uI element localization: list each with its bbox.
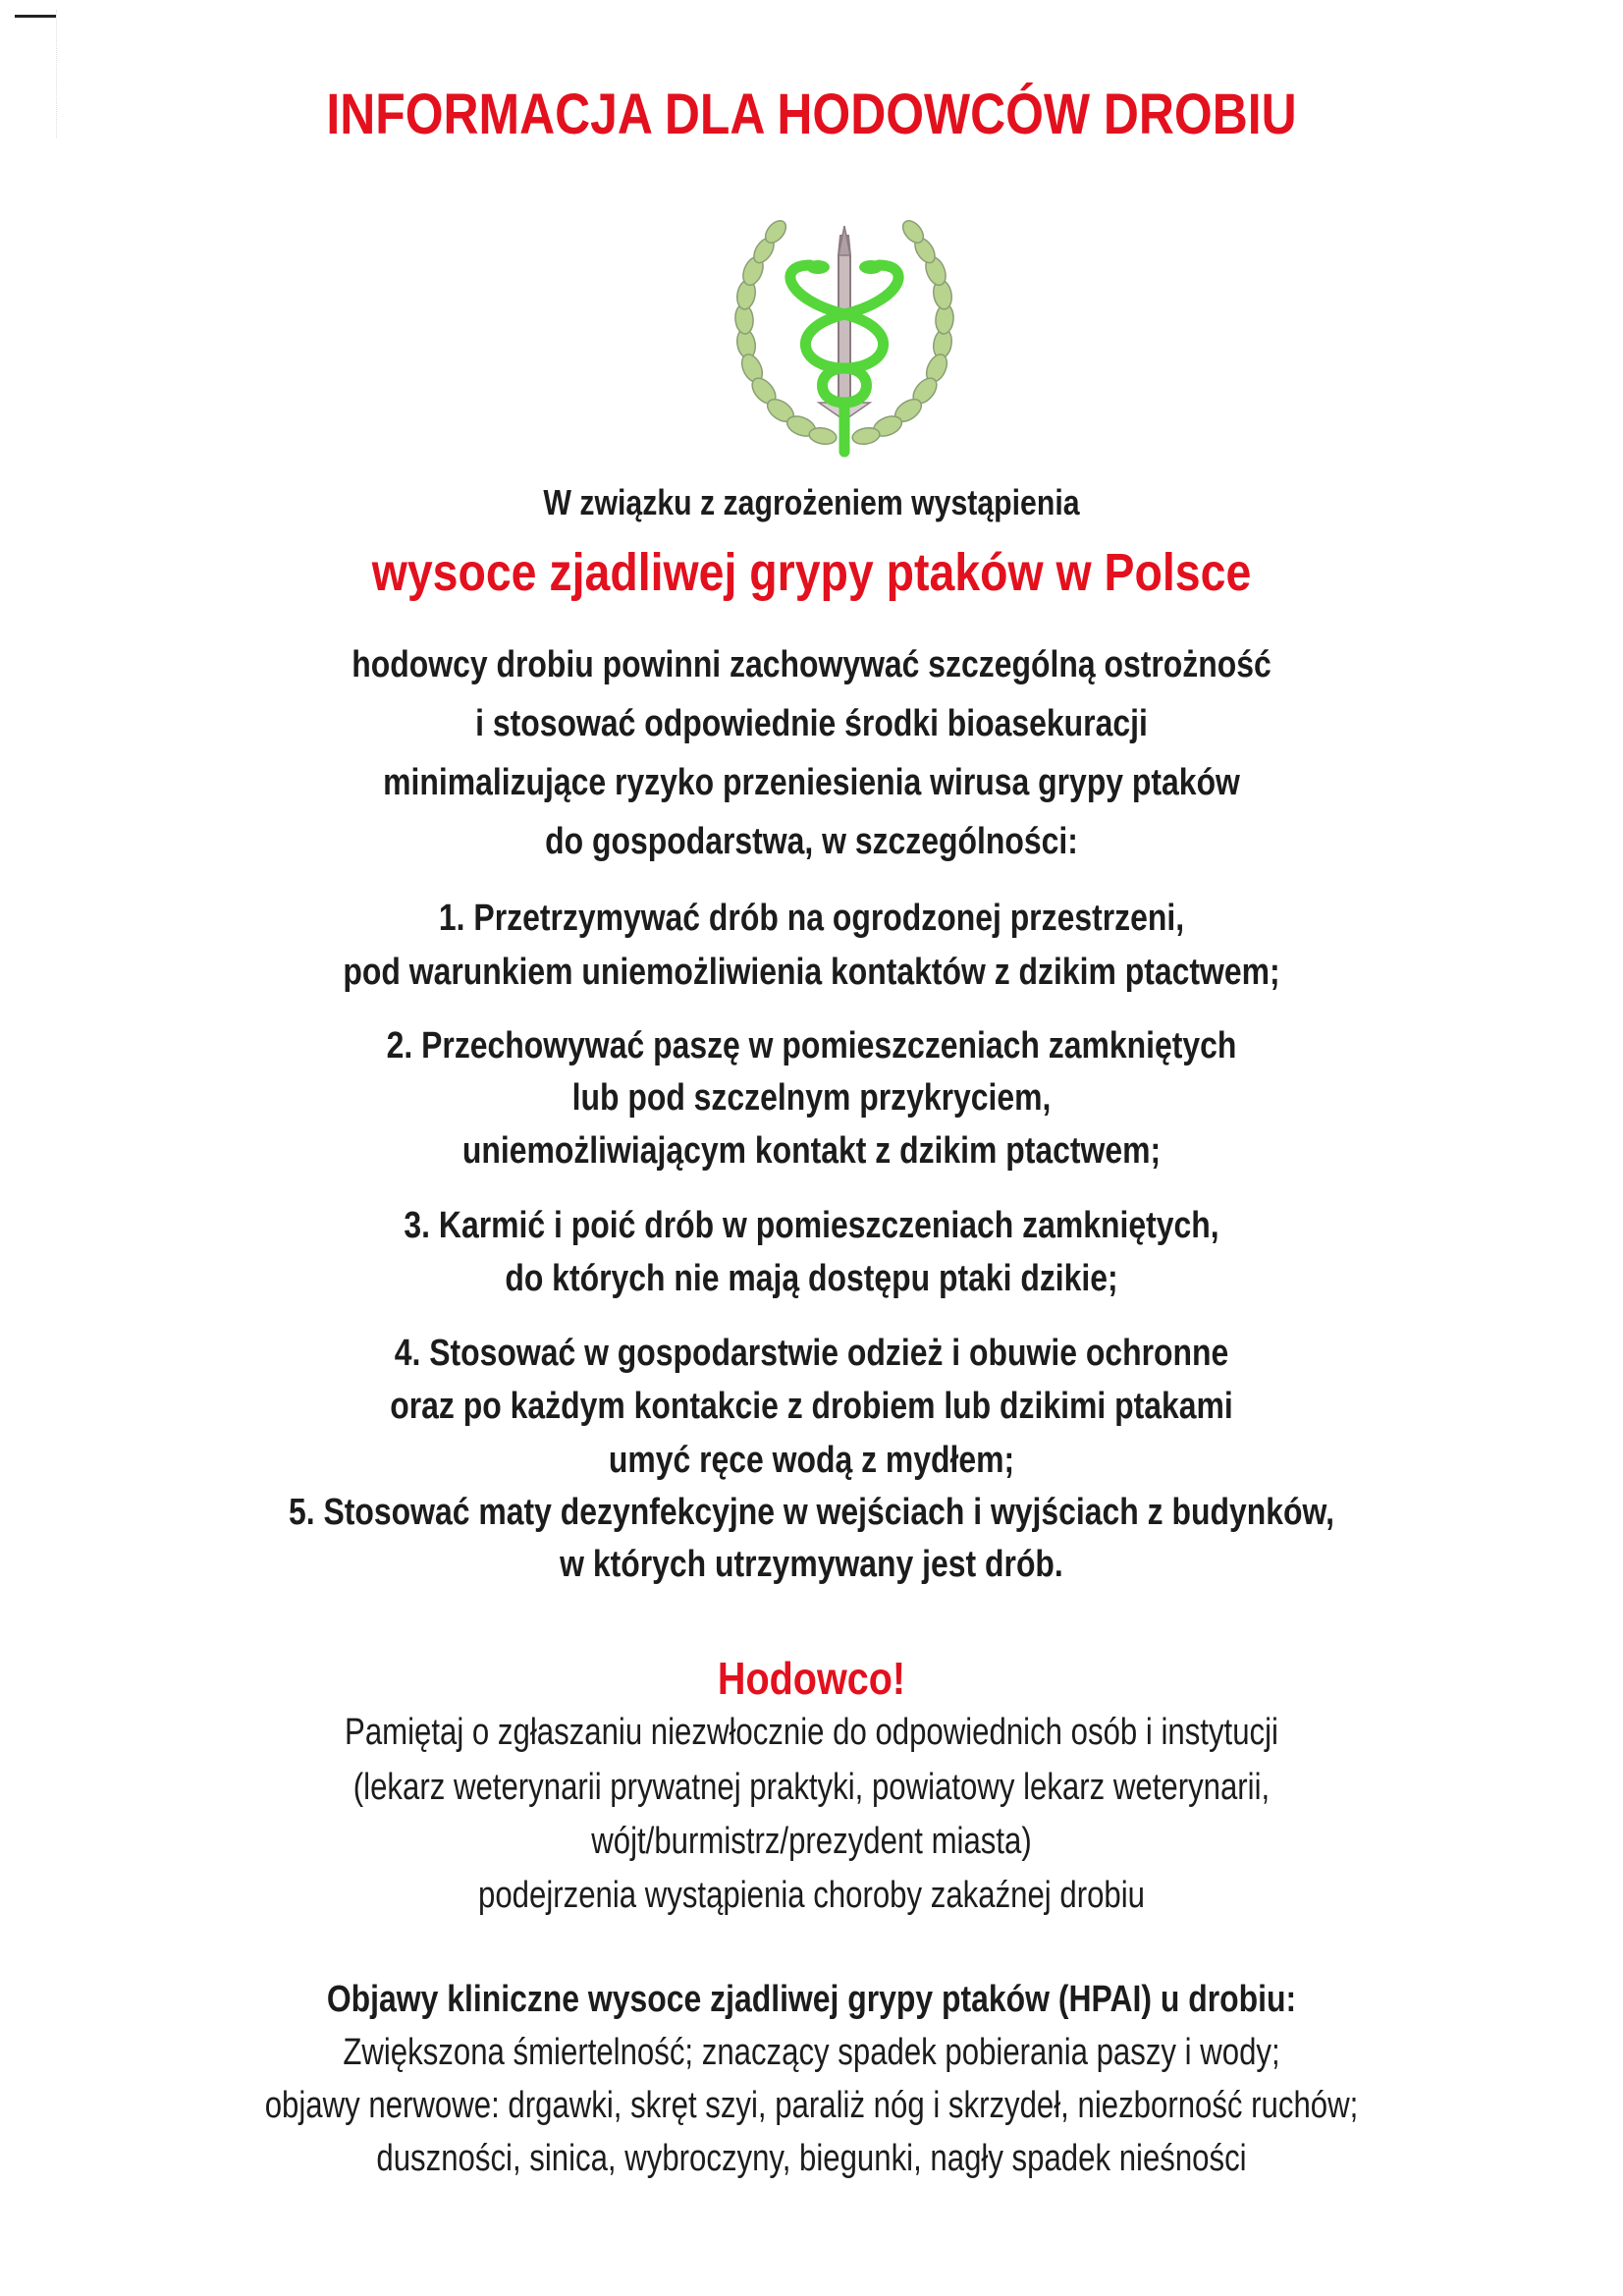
- list-item-5-line: 5. Stosować maty dezynfekcyjne w wejściach i wyjściach z budynków,: [289, 1492, 1334, 1533]
- scan-corner-mark: [15, 15, 56, 18]
- symptoms-heading: Objawy kliniczne wysoce zjadliwej grypy ptaków (HPAI) u drobiu:: [326, 1979, 1297, 2020]
- paragraph-line: hodowcy drobiu powinni zachowywać szczególną ostrożność: [352, 644, 1271, 685]
- appeal-line: Pamiętaj o zgłaszaniu niezwłocznie do odpowiednich osób i instytucji: [345, 1712, 1278, 1753]
- list-item-5-line: w których utrzymywany jest drób.: [560, 1544, 1063, 1585]
- list-item-3-line: do których nie mają dostępu ptaki dzikie;: [505, 1258, 1118, 1299]
- list-item-3-line: 3. Karmić i poić drób w pomieszczeniach zamkniętych,: [404, 1205, 1219, 1246]
- list-item-2-line: uniemożliwiającym kontakt z dzikim ptactwem;: [461, 1130, 1162, 1172]
- symptoms-line: Zwiększona śmiertelność; znaczący spadek pobierania paszy i wody;: [343, 2032, 1280, 2073]
- symptoms-line: objawy nerwowe: drgawki, skręt szyi, paraliż nóg i skrzydeł, niezborność ruchów;: [264, 2085, 1359, 2126]
- list-item-4-line: umyć ręce wodą z mydłem;: [608, 1440, 1015, 1481]
- veterinary-emblem-logo: [717, 206, 972, 462]
- document-title: INFORMACJA DLA HODOWCÓW DROBIU: [326, 82, 1297, 146]
- symptoms-line: duszności, sinica, wybroczyny, biegunki, nagły spadek nieśności: [376, 2138, 1247, 2179]
- list-item-1-line: pod warunkiem uniemożliwienia kontaktów z dzikim ptactwem;: [343, 952, 1280, 993]
- appeal-heading: Hodowco!: [717, 1653, 906, 1704]
- paragraph-line: i stosować odpowiednie środki bioasekuracji: [475, 703, 1148, 744]
- intro-line: W związku z zagrożeniem wystąpienia: [543, 482, 1080, 522]
- appeal-line: wójt/burmistrz/prezydent miasta): [591, 1821, 1032, 1862]
- list-item-4-line: oraz po każdym kontakcie z drobiem lub dzikimi ptakami: [390, 1386, 1233, 1427]
- appeal-line: podejrzenia wystąpienia choroby zakaźnej drobiu: [477, 1875, 1146, 1916]
- list-item-2-line: lub pod szczelnym przykryciem,: [571, 1077, 1052, 1119]
- headline: wysoce zjadliwej grypy ptaków w Polsce: [371, 543, 1252, 602]
- list-item-2-line: 2. Przechowywać paszę w pomieszczeniach zamkniętych: [386, 1025, 1237, 1066]
- list-item-4-line: 4. Stosować w gospodarstwie odzież i obuwie ochronne: [394, 1333, 1229, 1374]
- appeal-line: (lekarz weterynarii prywatnej praktyki, powiatowy lekarz weterynarii,: [352, 1767, 1271, 1808]
- scan-edge-line: [56, 10, 58, 137]
- paragraph-line: minimalizujące ryzyko przeniesienia wirusa grypy ptaków: [383, 762, 1240, 803]
- list-item-1-line: 1. Przetrzymywać drób na ogrodzonej przestrzeni,: [438, 898, 1185, 939]
- paragraph-line: do gospodarstwa, w szczególności:: [545, 821, 1078, 862]
